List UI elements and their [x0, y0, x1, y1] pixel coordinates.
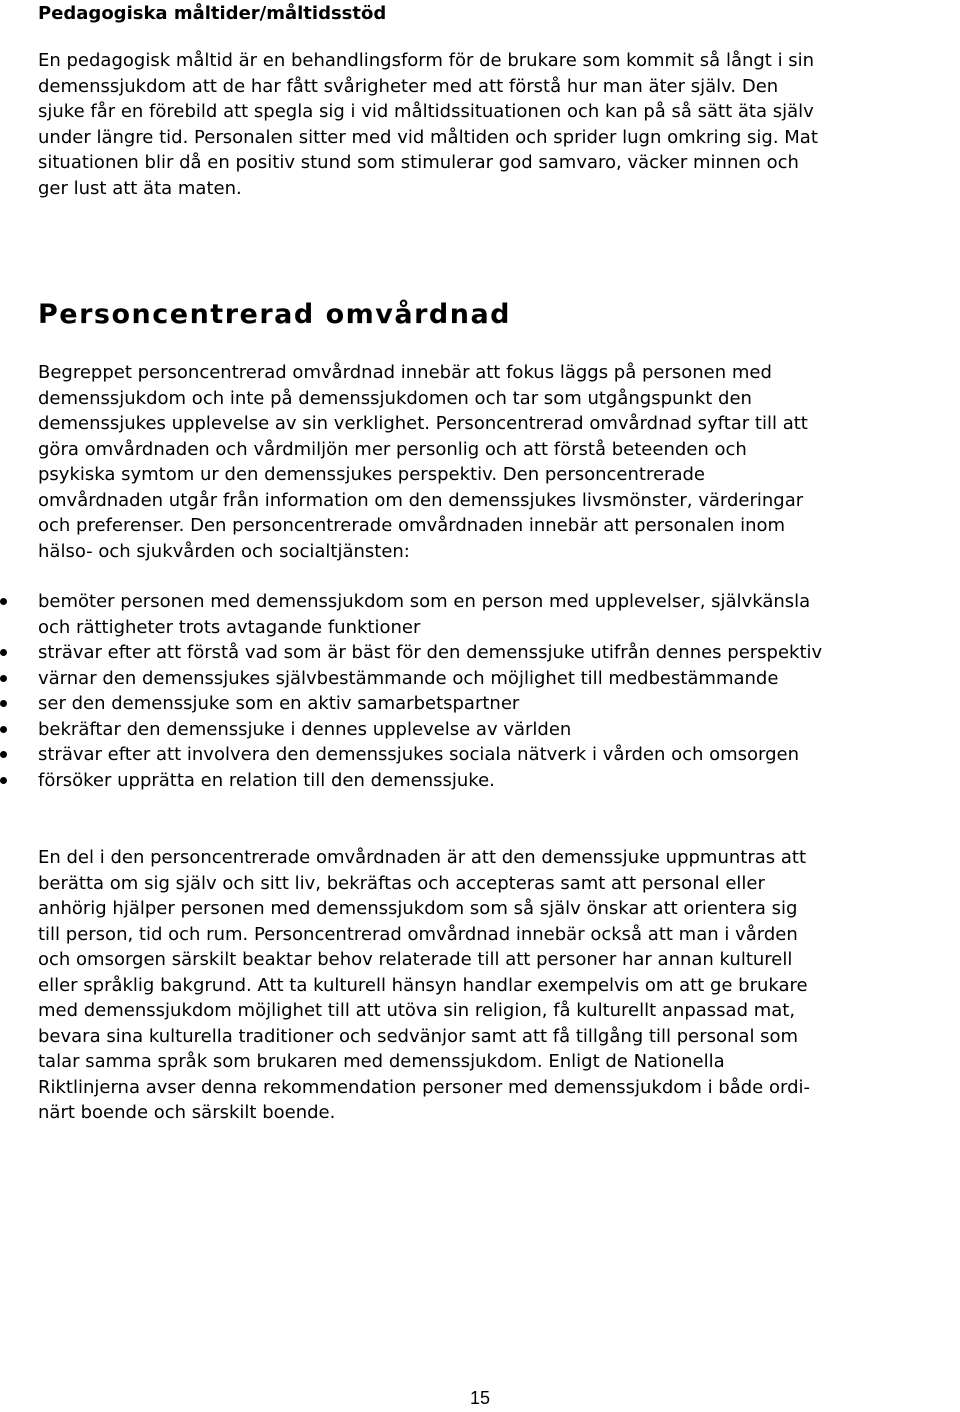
- section-heading-personcentrerad-omvardnad: Personcentrerad omvårdnad: [38, 299, 512, 330]
- paragraph-personcentrerad-definition: Begreppet personcentrerad omvårdnad innebär att fokus läggs på personen med demenssjukdom och inte på demenssjukdomen och tar som utgångspunkt den demenssjukes upplevelse av sin verklighet. Personcentrerad omvårdnad syftar till att göra omvårdnaden och vårdmiljön mer personlig och att förstå beteenden och psykiska symtom ur den demenssjukes perspektiv. Den personcentrerade omvårdnaden utgår från information om den demenssjukes livsmönster, värderingar och preferenser. Den personcentrerade omvårdnaden innebär att personalen inom hälso- och sjukvården och socialtjänsten:: [38, 362, 808, 562]
- list-item: [0, 640, 960, 666]
- bullet-dot-icon: [0, 751, 7, 758]
- paragraph-pedagogisk-maltid: En pedagogisk måltid är en behandlingsform för de brukare som kommit så långt i sin demenssjukdom att de har fått svårigheter med att förstå hur man äter själv. Den sjuke får en förebild att spegla sig i vid måltidssituationen och kan på så sätt äta själv under längre tid. Personalen sitter med vid måltiden och sprider lugn omkring sig. Mat situationen blir då en positiv stund som stimulerar god samvaro, väcker minnen och ger lust att äta maten.: [38, 50, 818, 199]
- bullet-dot-icon: [0, 598, 7, 605]
- bullet-list-personal-principles: [0, 589, 960, 793]
- bullet-dot-icon: [0, 726, 7, 733]
- bullet-dot-icon: [0, 675, 7, 682]
- list-item: [0, 691, 960, 717]
- list-item: [0, 589, 960, 640]
- paragraph-personcentrerad-kultur: En del i den personcentrerade omvårdnaden är att den demenssjuke uppmuntras att berätta om sig själv och sitt liv, bekräftas och accepteras samt att personal eller anhörig hjälper personen med demenssjukdom som så själv önskar att orientera sig till person, tid och rum. Personcentrerad omvårdnad innebär också att man i vården och omsorgen särskilt beaktar behov relaterade till att personer har annan kulturell eller språklig bakgrund. Att ta kulturell hänsyn handlar exempelvis om att ge brukare med demenssjukdom möjlighet till att utöva sin religion, få kulturellt anpassad mat, bevara sina kulturella traditioner och sedvänjor samt att få tillgång till personal som talar samma språk som brukaren med demenssjukdom. Enligt de Nationella Riktlinjerna avser denna rekommendation personer med demenssjukdom i både ordi- närt boende och särskilt boende.: [38, 847, 810, 1123]
- list-item: [0, 742, 960, 768]
- list-item: [0, 717, 960, 743]
- list-item-text: ser den demenssjuke som en aktiv samarbetspartner: [38, 693, 520, 714]
- list-item-text: strävar efter att förstå vad som är bäst för den demenssjuke utifrån dennes perspektiv: [38, 642, 823, 663]
- list-item-text: strävar efter att involvera den demenssjukes sociala nätverk i vården och omsorgen: [38, 744, 800, 765]
- bullet-dot-icon: [0, 700, 7, 707]
- list-item-text: försöker upprätta en relation till den demenssjuke.: [38, 769, 495, 791]
- page-number: 15: [469, 1388, 491, 1408]
- list-item-text: bekräftar den demenssjuke i dennes upplevelse av världen: [38, 718, 572, 740]
- list-item: [0, 768, 960, 794]
- list-item: [0, 666, 960, 692]
- list-item-text: bemöter personen med demenssjukdom som en person med upplevelser, självkänsla och rättigheter trots avtagande funktioner: [38, 591, 811, 638]
- bullet-dot-icon: [0, 649, 7, 656]
- section-heading-pedagogiska-maltider: Pedagogiska måltider/måltidsstöd: [38, 3, 387, 24]
- bullet-dot-icon: [0, 777, 7, 784]
- list-item-text: värnar den demenssjukes självbestämmande och möjlighet till medbestämmande: [38, 667, 779, 689]
